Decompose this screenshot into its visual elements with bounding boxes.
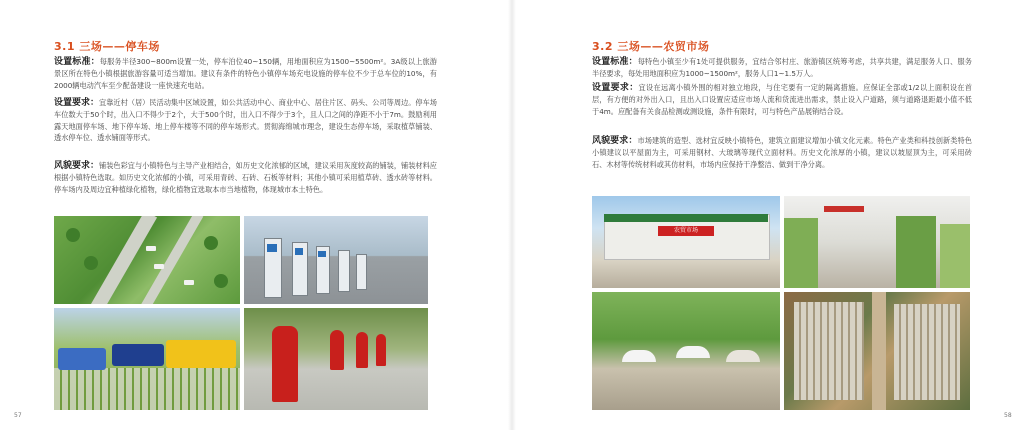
photo-charger-unit	[338, 250, 350, 292]
page-number-right: 58	[1004, 412, 1012, 419]
photo-car	[154, 264, 164, 269]
paragraph-label: 风貌要求：	[54, 161, 100, 171]
photo-tree	[204, 236, 218, 250]
section-heading-parking: 3.1 三场——停车场	[54, 40, 160, 53]
market-requirement-paragraph	[592, 82, 972, 117]
photo-roof-band	[604, 214, 768, 222]
photo-gate-sign	[658, 226, 714, 236]
photo-market-roofs	[794, 302, 864, 400]
paragraph-text: 铺装色彩宜与小镇特色与主导产业相结合，如历史文化浓郁的区域，建议采用灰度较高的铺装，铺装材料应根据小镇特色选取。如历史文化浓郁的小镇，可采用青砖、石砖、石板等材料；其他小镇可采用植草砖、透水砖等材料。停车场内及周边宜种植绿化植物，绿化植物宜选取本市当地植物，体现城市本土特色。	[54, 161, 437, 194]
photo-aerial-market	[784, 292, 970, 410]
photo-stall	[940, 224, 970, 288]
photo-market-gate	[592, 196, 780, 288]
photo-stall	[896, 216, 936, 288]
photo-bus	[112, 344, 164, 366]
photo-charger-screen	[267, 244, 277, 252]
photo-market-roofs	[894, 304, 960, 400]
paragraph-label: 设置标准：	[592, 57, 638, 67]
photo-car	[184, 280, 194, 285]
photo-tree	[66, 228, 80, 242]
photo-indoor-market	[784, 196, 970, 288]
photo-car	[146, 246, 156, 251]
paragraph-text: 市场建筑的造型、选材宜反映小镇特色，建筑立面建议增加小镇文化元素。特色产业类和科技创新类特色小镇建议以平屋面为主，可采用钢材、大玻璃等现代立面材料。历史文化浓厚的小镇，建议以坡屋顶为主，可采用砖石、木材等传统材料或其仿材料，市场内应保持干净整洁、做到干净分离。	[592, 136, 972, 169]
photo-tree	[214, 274, 228, 288]
market-style-paragraph	[592, 135, 972, 170]
photo-umbrella	[676, 346, 710, 358]
photo-charger-unit	[356, 254, 367, 290]
photo-tree	[84, 256, 98, 270]
photo-umbrella	[622, 350, 656, 362]
paragraph-text: 每服务半径300~800m设置一处，停车泊位40~150辆，用地面积应为1500~5500m²。3A级以上旅游景区所在特色小镇根据旅游容量可适当增加。建议有条件的特色小镇停车场充电设施的停车位不少于总车位的10%，有2000辆电动汽车至少配备建设一座快速充电站。	[54, 57, 437, 90]
photo-market-lane	[872, 292, 886, 410]
paragraph-label: 风貌要求：	[592, 136, 638, 146]
paragraph-text: 宜设在远离小镇外围的相对独立地段，与住宅要有一定的隔离措施。应保证全部或1/2以上面积设在首层，有方便的对外出入口，且出入口设置应适应市场人流和货流进出需求，禁止设入户道路，须与道路退距最小值不低于4m。应配备有关食品检测或测设施，条件有限时，可与特色产品展销结合设。	[592, 83, 972, 116]
paragraph-text: 宜靠近村（居）民活动集中区域设置，如公共活动中心、商业中心、居住片区、码头、公司等周边。停车场车位数大于50个时，出入口不得少于2个，大于500个时，出入口不得少于3个，且人口之间的净距不小于7m。鼓励利用露天地面停车场、地下停车场、地上停车楼等不同的停车场形式。贯彻海绵城市理念，建设生态停车场，采取植草铺装、透水停车位、透水铺面等形式。	[54, 98, 437, 142]
parking-standard-paragraph	[54, 56, 437, 91]
photo-charger-pole	[376, 334, 386, 366]
photo-stall	[784, 218, 818, 288]
photo-grass-pavers	[54, 368, 240, 410]
right-page	[512, 0, 1024, 430]
parking-requirement-paragraph	[54, 97, 437, 143]
photo-charger-pole	[356, 332, 368, 368]
gate-sign-text: 农贸市场	[673, 227, 698, 234]
paragraph-label: 设置要求：	[592, 83, 639, 93]
section-heading-market: 3.2 三场——农贸市场	[592, 40, 710, 53]
photo-charger-pole	[330, 330, 344, 370]
parking-style-paragraph	[54, 160, 437, 195]
paragraph-text: 每特色小镇至少有1处可提供服务，宜结合邻村庄、旅游镇区统筹考虑，共享共建，满足服务人口、服务半径要求，每处用地面积应为1000~1500m²，服务人口1~1.5万人。	[592, 57, 972, 79]
photo-ev-chargers	[244, 216, 428, 304]
photo-charger-pole	[272, 326, 298, 402]
photo-umbrella	[726, 350, 760, 362]
paragraph-label: 设置标准：	[54, 57, 100, 67]
photo-red-chargers	[244, 308, 428, 410]
paragraph-label: 设置要求：	[54, 98, 100, 108]
photo-bus	[58, 348, 106, 370]
photo-bus-parking	[54, 308, 240, 410]
photo-banner	[824, 206, 864, 212]
photo-bus	[166, 340, 236, 368]
photo-charger-screen	[295, 248, 303, 255]
photo-charger-screen	[318, 251, 326, 257]
market-standard-paragraph	[592, 56, 972, 80]
page-number-left: 57	[14, 412, 22, 419]
photo-aerial-parking	[54, 216, 240, 304]
photo-outdoor-market	[592, 292, 780, 410]
